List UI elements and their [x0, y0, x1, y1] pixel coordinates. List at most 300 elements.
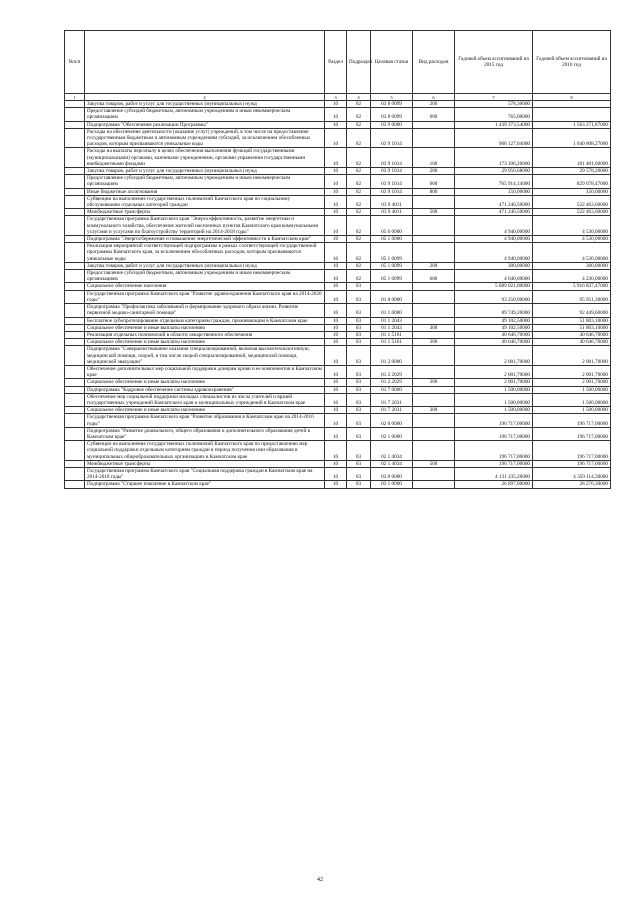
row-podrazdel: 03	[347, 427, 371, 440]
row-amount-2016: 1 040 808,27000	[533, 128, 611, 148]
row-number	[65, 262, 85, 269]
column-number: 3	[325, 94, 347, 101]
table-row	[65, 481, 611, 488]
row-name: Расходы на выплаты персоналу в целях обеспечения выполнения функций государственными (муниципальными) органами, казенными учреждениями, органами управления государственными внебюджетными фондами	[85, 148, 325, 168]
table-row	[65, 216, 611, 236]
row-target-article: 02 1 4034	[371, 460, 413, 467]
row-expense-type	[413, 393, 455, 406]
row-amount-2016: 4 530,00000	[533, 243, 611, 263]
row-amount-2016: 40 646,70000	[533, 339, 611, 346]
row-number	[65, 270, 85, 283]
row-amount-2016: 2 001,70000	[533, 365, 611, 378]
row-number	[65, 108, 85, 121]
row-amount-2015: 173 106,26000	[455, 148, 533, 168]
row-target-article: 03 9 1014	[371, 175, 413, 188]
row-name: Межбюджетные трансферты	[85, 460, 325, 467]
row-amount-2016: 4 530,00000	[533, 216, 611, 236]
row-number	[65, 331, 85, 338]
row-amount-2016: 300,00000	[533, 262, 611, 269]
row-amount-2015: 93 250,90000	[455, 290, 533, 303]
row-podrazdel: 02	[347, 243, 371, 263]
row-amount-2016: 5 916 837,47000	[533, 283, 611, 290]
row-razdel: 10	[325, 243, 347, 263]
row-podrazdel: 02	[347, 209, 371, 216]
row-number	[65, 460, 85, 467]
page-number: 42	[317, 877, 323, 883]
row-number	[65, 393, 85, 406]
column-number-row	[65, 94, 611, 101]
row-target-article: 03 9 1014	[371, 188, 413, 195]
row-amount-2015: 765 914,14000	[455, 175, 533, 188]
row-amount-2015: 1 500,00000	[455, 407, 533, 414]
header-expense-type: Вид расходов	[413, 31, 455, 94]
row-amount-2016: 1 500,00000	[533, 393, 611, 406]
row-razdel: 10	[325, 427, 347, 440]
table-row	[65, 236, 611, 243]
row-target-article: 01 2 0000	[371, 346, 413, 366]
row-expense-type	[413, 243, 455, 263]
row-razdel: 10	[325, 324, 347, 331]
row-amount-2015: 1 439 373,54000	[455, 121, 533, 128]
row-razdel: 10	[325, 346, 347, 366]
row-podrazdel: 02	[347, 195, 371, 208]
row-podrazdel: 03	[347, 365, 371, 378]
row-amount-2015: 150,00000	[455, 188, 533, 195]
row-amount-2015: 2 001,70000	[455, 379, 533, 386]
row-target-article	[371, 283, 413, 290]
row-razdel: 10	[325, 168, 347, 175]
row-amount-2016	[533, 101, 611, 108]
table-row	[65, 331, 611, 338]
row-target-article: 01 1 2043	[371, 324, 413, 331]
row-podrazdel: 02	[347, 121, 371, 128]
row-expense-type: 200	[413, 262, 455, 269]
row-name: Предоставление субсидий бюджетным, автономным учреждениям и иным некоммерческим организациям	[85, 270, 325, 283]
row-name: Подпрограмма "Профилактика заболеваний и формирование здорового образа жизни. Развитие первичной медико-санитарной помощи"	[85, 304, 325, 317]
row-podrazdel: 02	[347, 236, 371, 243]
row-amount-2015: 4 940,00000	[455, 243, 533, 263]
row-amount-2015: 471 246,50000	[455, 195, 533, 208]
row-podrazdel: 03	[347, 467, 371, 480]
header-podrazdel: Подраздел	[347, 31, 371, 94]
row-expense-type	[413, 467, 455, 480]
row-expense-type: 200	[413, 101, 455, 108]
row-amount-2015: 40 646,70000	[455, 331, 533, 338]
row-podrazdel: 02	[347, 175, 371, 188]
table-row	[65, 460, 611, 467]
table-row	[65, 290, 611, 303]
row-amount-2015: 4 940,00000	[455, 216, 533, 236]
row-amount-2016: 4 359 114,30000	[533, 467, 611, 480]
row-razdel: 10	[325, 148, 347, 168]
table-row	[65, 121, 611, 128]
table-row	[65, 128, 611, 148]
row-podrazdel: 03	[347, 317, 371, 324]
row-razdel: 10	[325, 188, 347, 195]
row-name: Подпрограмма "Развитие дошкольного, общего образования и дополнительного образования детей в Камчатском крае"	[85, 427, 325, 440]
row-amount-2015: 5 689 021,00000	[455, 283, 533, 290]
row-podrazdel: 02	[347, 148, 371, 168]
row-target-article: 03 0 0000	[371, 467, 413, 480]
row-amount-2016: 1 500,00000	[533, 407, 611, 414]
row-amount-2016: 2 001,70000	[533, 379, 611, 386]
row-amount-2016: 92 449,60000	[533, 304, 611, 317]
row-target-article: 05 0 0000	[371, 216, 413, 236]
row-expense-type	[413, 216, 455, 236]
row-number	[65, 379, 85, 386]
row-name: Реализация отдельных полномочий в области лекарственного обеспечения	[85, 331, 325, 338]
row-expense-type	[413, 331, 455, 338]
table-row	[65, 346, 611, 366]
row-expense-type	[413, 128, 455, 148]
row-amount-2015: 196 717,00000	[455, 427, 533, 440]
row-razdel: 10	[325, 317, 347, 324]
row-target-article: 02 1 4034	[371, 441, 413, 461]
row-name: Государственная программа Камчатского края "Социальная поддержка граждан в Камчатском крае на 2014-2018 годы"	[85, 467, 325, 480]
row-expense-type: 200	[413, 168, 455, 175]
row-target-article: 03 8 0099	[371, 101, 413, 108]
row-expense-type: 300	[413, 379, 455, 386]
table-row	[65, 168, 611, 175]
row-podrazdel: 02	[347, 262, 371, 269]
column-number: 8	[533, 94, 611, 101]
row-amount-2015: 26 897,00000	[455, 481, 533, 488]
row-razdel: 10	[325, 270, 347, 283]
row-name: Социальное обеспечение и иные выплаты населению	[85, 324, 325, 331]
table-row	[65, 427, 611, 440]
row-podrazdel: 02	[347, 108, 371, 121]
row-expense-type	[413, 290, 455, 303]
row-razdel: 10	[325, 304, 347, 317]
row-number	[65, 317, 85, 324]
row-amount-2016: 4 530,00000	[533, 236, 611, 243]
row-podrazdel: 03	[347, 386, 371, 393]
row-expense-type: 300	[413, 407, 455, 414]
row-expense-type: 500	[413, 209, 455, 216]
row-name: Закупка товаров, работ и услуг для государственных (муниципальных) нужд	[85, 101, 325, 108]
row-amount-2015: 89 749,20000	[455, 304, 533, 317]
row-target-article: 01 7 2031	[371, 407, 413, 414]
row-amount-2016: 522 463,60000	[533, 209, 611, 216]
row-amount-2015: 196 717,00000	[455, 460, 533, 467]
table-row	[65, 393, 611, 406]
row-razdel: 10	[325, 379, 347, 386]
row-amount-2015: 471 246,50000	[455, 209, 533, 216]
row-amount-2015: 196 717,00000	[455, 441, 533, 461]
row-podrazdel: 03	[347, 324, 371, 331]
table-row	[65, 243, 611, 263]
row-target-article: 01 1 5161	[371, 331, 413, 338]
row-target-article: 01 2 2029	[371, 365, 413, 378]
row-amount-2016: 2 001,70000	[533, 346, 611, 366]
table-row	[65, 270, 611, 283]
table-row	[65, 467, 611, 480]
row-razdel: 10	[325, 460, 347, 467]
row-amount-2016: 196 717,00000	[533, 460, 611, 467]
row-number	[65, 175, 85, 188]
row-amount-2016: 4 230,00000	[533, 270, 611, 283]
row-podrazdel: 03	[347, 393, 371, 406]
row-amount-2015: 29 956,68000	[455, 168, 533, 175]
row-expense-type: 600	[413, 175, 455, 188]
row-razdel: 10	[325, 283, 347, 290]
row-target-article: 01 0 0000	[371, 290, 413, 303]
row-target-article: 01 7 2031	[371, 393, 413, 406]
row-target-article: 02 1 0000	[371, 427, 413, 440]
row-name: Предоставление субсидий бюджетным, автономным учреждениям и иным некоммерческим организациям	[85, 108, 325, 121]
table-row	[65, 101, 611, 108]
row-razdel: 10	[325, 121, 347, 128]
row-razdel: 10	[325, 393, 347, 406]
row-number	[65, 209, 85, 216]
table-row	[65, 262, 611, 269]
row-expense-type	[413, 365, 455, 378]
row-amount-2016: 522 463,60000	[533, 195, 611, 208]
column-number: 4	[347, 94, 371, 101]
row-podrazdel: 02	[347, 270, 371, 283]
row-razdel: 10	[325, 441, 347, 461]
row-expense-type	[413, 386, 455, 393]
row-name: Реализация мероприятий соответствующей подпрограммы в рамках соответствующей государственной программы Камчатского края, за исключением обособленных расходов, которым присваиваются уникальные коды	[85, 243, 325, 263]
row-name: Социальное обеспечение и иные выплаты населению	[85, 339, 325, 346]
row-name: Государственная программа Камчатского края "Энергоэффективность, развитие энергетики и коммунального хозяйства, обеспечение жителей населенных пунктов Камчатского края коммунальными услугами и услугами по благоустройству территорий на 2014-2018 годы"	[85, 216, 325, 236]
row-expense-type	[413, 414, 455, 427]
row-name: Государственная программа Камчатского края "Развитие здравоохранения Камчатского края на 2014-2020 годы"	[85, 290, 325, 303]
row-razdel: 10	[325, 195, 347, 208]
row-number	[65, 386, 85, 393]
row-expense-type: 300	[413, 324, 455, 331]
row-number	[65, 236, 85, 243]
row-expense-type: 600	[413, 270, 455, 283]
row-expense-type: 500	[413, 460, 455, 467]
row-name: Обеспечение мер социальной поддержки молодых специалистов из числа учителей и врачей государственных учреждений Камчатского края и муниципальных учреждений в Камчатском крае	[85, 393, 325, 406]
row-amount-2015: 765,00000	[455, 108, 533, 121]
row-podrazdel: 03	[347, 460, 371, 467]
row-expense-type	[413, 121, 455, 128]
table-row	[65, 386, 611, 393]
row-expense-type	[413, 236, 455, 243]
row-name: Обеспечение дополнительных мер социальной поддержки донорам крови и ее компонентов в Камчатском крае	[85, 365, 325, 378]
row-expense-type	[413, 195, 455, 208]
row-number	[65, 121, 85, 128]
row-number	[65, 128, 85, 148]
row-podrazdel: 03	[347, 346, 371, 366]
row-razdel: 10	[325, 175, 347, 188]
row-expense-type: 300	[413, 339, 455, 346]
column-number: 7	[455, 94, 533, 101]
row-number	[65, 290, 85, 303]
row-name: Предоставление субсидий бюджетным, автономным учреждениям и иным некоммерческим организациям	[85, 175, 325, 188]
row-number	[65, 427, 85, 440]
row-amount-2016: 150,00000	[533, 188, 611, 195]
row-number	[65, 324, 85, 331]
row-target-article: 03 1 0000	[371, 481, 413, 488]
row-name: Социальное обеспечение и иные выплаты населению	[85, 407, 325, 414]
row-name: Социальное обеспечение населения	[85, 283, 325, 290]
row-podrazdel: 02	[347, 216, 371, 236]
row-podrazdel: 02	[347, 188, 371, 195]
row-amount-2016: 829 678,47000	[533, 175, 611, 188]
row-name: Подпрограмма "Обеспечение реализации Программы"	[85, 121, 325, 128]
header-target-article: Целевая статья	[371, 31, 413, 94]
row-expense-type	[413, 481, 455, 488]
row-amount-2015: 196 717,00000	[455, 414, 533, 427]
table-row	[65, 379, 611, 386]
row-name: Межбюджетные трансферты	[85, 209, 325, 216]
row-razdel: 10	[325, 216, 347, 236]
row-target-article: 01 1 0000	[371, 304, 413, 317]
row-expense-type: 800	[413, 188, 455, 195]
row-name: Расходы на обеспечение деятельности (оказание услуг) учреждений, в том числе на предоставление государственным бюджетным и автономным учреждениям субсидий, за исключением обособленных расходов, которым присваиваются уникальные коды	[85, 128, 325, 148]
row-target-article: 03 9 4011	[371, 209, 413, 216]
row-number	[65, 407, 85, 414]
row-amount-2015: 300,00000	[455, 262, 533, 269]
row-number	[65, 216, 85, 236]
row-amount-2015: 49 102,50000	[455, 324, 533, 331]
row-amount-2016: 1 563 271,87000	[533, 121, 611, 128]
row-podrazdel: 02	[347, 168, 371, 175]
row-amount-2015: 4 640,00000	[455, 270, 533, 283]
row-name: Подпрограмма "Совершенствование оказания специализированной, включая высокотехнологичную, медицинской помощи, скорой, в том числе скорой специализированной, медицинской помощи, медицинской эвакуации"	[85, 346, 325, 366]
row-number	[65, 441, 85, 461]
row-target-article: 03 9 1014	[371, 168, 413, 175]
row-target-article: 01 7 0000	[371, 386, 413, 393]
table-row	[65, 304, 611, 317]
row-amount-2016: 51 803,10000	[533, 324, 611, 331]
row-target-article: 01 1 2043	[371, 317, 413, 324]
row-razdel: 10	[325, 407, 347, 414]
row-amount-2015: 2 001,70000	[455, 365, 533, 378]
row-podrazdel: 03	[347, 283, 371, 290]
row-razdel: 10	[325, 386, 347, 393]
table-row	[65, 283, 611, 290]
table-row	[65, 324, 611, 331]
row-expense-type: 600	[413, 108, 455, 121]
row-razdel: 10	[325, 331, 347, 338]
row-number	[65, 414, 85, 427]
row-amount-2015: 4 940,00000	[455, 236, 533, 243]
table-row	[65, 108, 611, 121]
row-amount-2016: 28 276,30000	[533, 481, 611, 488]
budget-table	[64, 30, 611, 489]
table-row	[65, 195, 611, 208]
row-number	[65, 168, 85, 175]
table-row	[65, 414, 611, 427]
row-number	[65, 467, 85, 480]
row-number	[65, 339, 85, 346]
row-expense-type: 100	[413, 148, 455, 168]
table-row	[65, 188, 611, 195]
row-name: Иные бюджетные ассигнования	[85, 188, 325, 195]
column-number: 6	[413, 94, 455, 101]
row-number	[65, 283, 85, 290]
row-amount-2016: 196 717,00000	[533, 441, 611, 461]
table-row	[65, 175, 611, 188]
table-row	[65, 407, 611, 414]
row-podrazdel: 03	[347, 339, 371, 346]
row-target-article: 01 1 5161	[371, 339, 413, 346]
row-razdel: 10	[325, 101, 347, 108]
row-number	[65, 101, 85, 108]
row-amount-2015: 968 127,04000	[455, 128, 533, 148]
row-razdel: 10	[325, 365, 347, 378]
row-name: Закупка товаров, работ и услуг для государственных (муниципальных) нужд	[85, 168, 325, 175]
table-row	[65, 365, 611, 378]
column-number: 5	[371, 94, 413, 101]
row-amount-2016: 181 401,60000	[533, 148, 611, 168]
row-expense-type	[413, 317, 455, 324]
row-expense-type	[413, 304, 455, 317]
row-podrazdel: 03	[347, 290, 371, 303]
row-number	[65, 304, 85, 317]
row-number	[65, 188, 85, 195]
row-name: Закупка товаров, работ и услуг для государственных (муниципальных) нужд	[85, 262, 325, 269]
row-name: Подпрограмма "Старшее поколение в Камчатском крае"	[85, 481, 325, 488]
row-podrazdel: 03	[347, 441, 371, 461]
row-number	[65, 481, 85, 488]
row-number	[65, 195, 85, 208]
row-podrazdel: 03	[347, 481, 371, 488]
row-amount-2015: 40 646,70000	[455, 339, 533, 346]
row-razdel: 10	[325, 108, 347, 121]
row-expense-type	[413, 346, 455, 366]
row-name: Субвенции на выполнение государственных полномочий Камчатского края по социальному обслуживанию отдельных категорий граждан	[85, 195, 325, 208]
row-amount-2016: 29 578,20000	[533, 168, 611, 175]
row-expense-type	[413, 441, 455, 461]
row-amount-2015: 49 102,50000	[455, 317, 533, 324]
row-name: Подпрограмма "Энергосбережение и повышение энергетической эффективности в Камчатском крае"	[85, 236, 325, 243]
header-2016: Годовой объем ассигнований на 2016 год	[533, 31, 611, 94]
row-amount-2015: 1 500,00000	[455, 393, 533, 406]
row-name: Социальное обеспечение и иные выплаты населению	[85, 379, 325, 386]
row-podrazdel: 03	[347, 414, 371, 427]
row-razdel: 10	[325, 467, 347, 480]
header-name	[85, 31, 325, 94]
row-razdel: 10	[325, 481, 347, 488]
row-name: Подпрограмма "Кадровое обеспечение системы здравоохранения"	[85, 386, 325, 393]
header-row	[65, 31, 611, 94]
row-razdel: 10	[325, 414, 347, 427]
row-razdel: 10	[325, 236, 347, 243]
row-name: Бесплатное зубопротезирование отдельным категориям граждан, проживающим в Камчатском крае	[85, 317, 325, 324]
row-amount-2015: 2 001,70000	[455, 346, 533, 366]
table-row	[65, 441, 611, 461]
row-target-article: 03 9 1014	[371, 128, 413, 148]
row-amount-2015: 578,30000	[455, 101, 533, 108]
row-number	[65, 148, 85, 168]
row-podrazdel: 03	[347, 379, 371, 386]
table-row	[65, 209, 611, 216]
column-number: 2	[85, 94, 325, 101]
row-razdel: 10	[325, 339, 347, 346]
row-podrazdel: 03	[347, 304, 371, 317]
row-number	[65, 365, 85, 378]
row-name: Субвенции на выполнение государственных полномочий Камчатского края по предоставлению мер социальной поддержки отдельным категориям граждан в период получения ими образования в муниципальных общеобразовательных организациях в Камчатском крае	[85, 441, 325, 461]
row-podrazdel: 02	[347, 101, 371, 108]
row-amount-2016: 40 646,70000	[533, 331, 611, 338]
row-number	[65, 346, 85, 366]
row-number	[65, 243, 85, 263]
row-target-article: 05 1 0099	[371, 270, 413, 283]
row-amount-2016: 1 500,00000	[533, 386, 611, 393]
row-razdel: 10	[325, 209, 347, 216]
header-number: №п/п	[65, 31, 85, 94]
column-number: 1	[65, 94, 85, 101]
row-razdel: 10	[325, 262, 347, 269]
row-target-article: 05 1 0099	[371, 262, 413, 269]
row-target-article: 01 2 2029	[371, 379, 413, 386]
header-2015: Годовой объем ассигнований на 2015 год	[455, 31, 533, 94]
